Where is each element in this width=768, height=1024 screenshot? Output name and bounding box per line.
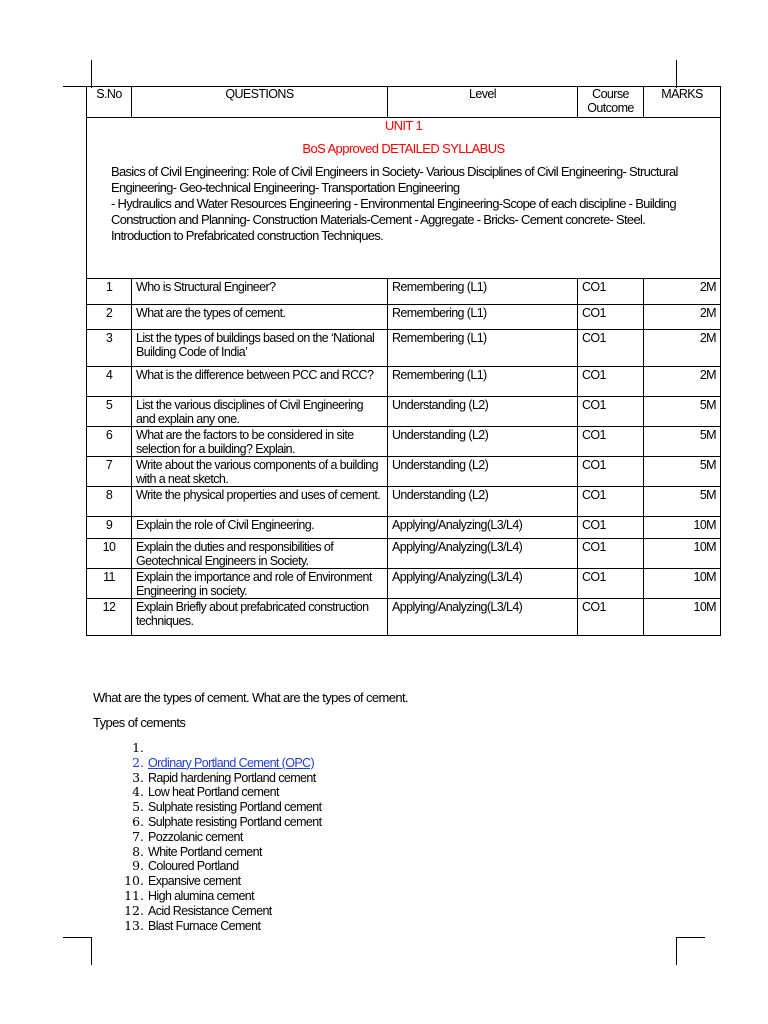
row-level: Applying/Analyzing(L3/L4) (388, 569, 578, 599)
list-item-text: Blast Furnace Cement (148, 918, 261, 933)
list-item (110, 859, 321, 874)
row-course-outcome: CO1 (578, 279, 644, 305)
list-item-number: 1. (132, 740, 144, 755)
row-marks: 2M (644, 279, 721, 305)
list-item (110, 771, 321, 786)
row-sno: 7 (87, 457, 132, 487)
row-sno: 12 (87, 599, 132, 636)
syllabus-paragraph-2: - Hydraulics and Water Resources Engineering - Environmental Engineering-Scope of each discipline - Building Construction and Planning- Construction Materials-Cement - Aggregate - Bricks- Cement concrete- Steel. Introduction to Prefabricated construction Techniques. (111, 196, 676, 243)
header-course-outcome-line1: Course (592, 87, 629, 101)
list-item (110, 785, 321, 800)
row-course-outcome: CO1 (578, 517, 644, 539)
crop-mark-bottom-right-horizontal (677, 937, 705, 938)
list-item-text: Sulphate resisting Portland cement (148, 814, 322, 829)
row-level: Understanding (L2) (388, 397, 578, 427)
cement-types-list (110, 741, 321, 933)
list-item-text: Expansive cement (148, 874, 241, 889)
crop-mark-top-right-vertical (676, 60, 677, 88)
table-row (87, 367, 721, 397)
row-marks: 5M (644, 397, 721, 427)
table-header-row (87, 87, 721, 118)
list-item-number: 7. (132, 828, 144, 844)
list-item (110, 904, 321, 919)
unit-cell (87, 118, 721, 279)
table-row (87, 397, 721, 427)
unit-row (87, 118, 721, 279)
crop-mark-top-left-vertical (91, 60, 92, 88)
list-item-text: Rapid hardening Portland cement (148, 770, 316, 785)
header-marks: MARKS (644, 87, 721, 118)
list-item (110, 830, 321, 845)
table-row (87, 305, 721, 330)
row-sno: 6 (87, 427, 132, 457)
header-questions: QUESTIONS (132, 87, 388, 118)
row-question: What are the types of cement. (132, 305, 388, 330)
list-item-number: 13. (124, 917, 144, 933)
list-item-number: 2. (132, 754, 144, 770)
row-level: Understanding (L2) (388, 427, 578, 457)
row-sno: 3 (87, 330, 132, 367)
syllabus-title: BoS Approved DETAILED SYLLABUS (302, 141, 505, 156)
row-marks: 10M (644, 539, 721, 569)
row-sno: 11 (87, 569, 132, 599)
row-course-outcome: CO1 (578, 397, 644, 427)
syllabus-text (111, 164, 698, 244)
row-level: Understanding (L2) (388, 487, 578, 517)
list-item (110, 845, 321, 860)
table-row (87, 599, 721, 636)
table-row (87, 539, 721, 569)
row-sno: 4 (87, 367, 132, 397)
answer-section (93, 690, 408, 740)
table-row (87, 330, 721, 367)
table-row (87, 279, 721, 305)
list-item-number: 5. (132, 799, 144, 815)
row-course-outcome: CO1 (578, 569, 644, 599)
row-question: What are the factors to be considered in site selection for a building? Explain. (132, 427, 388, 457)
list-item-text: Sulphate resisting Portland cement (148, 800, 322, 815)
answer-question-line: What are the types of cement. What are the types of cement. (93, 690, 409, 705)
row-course-outcome: CO1 (578, 305, 644, 330)
row-marks: 2M (644, 367, 721, 397)
answer-heading: Types of cements (93, 715, 186, 730)
row-question: What is the difference between PCC and RCC? (132, 367, 388, 397)
list-item-number: 8. (132, 843, 144, 859)
row-marks: 10M (644, 517, 721, 539)
row-marks: 10M (644, 569, 721, 599)
list-item (110, 874, 321, 889)
list-item-text: Coloured Portland (148, 859, 239, 874)
row-marks: 2M (644, 330, 721, 367)
row-sno: 10 (87, 539, 132, 569)
row-course-outcome: CO1 (578, 427, 644, 457)
row-question: Write about the various components of a building with a neat sketch. (132, 457, 388, 487)
header-level: Level (388, 87, 578, 118)
list-item (110, 815, 321, 830)
row-question: Explain the role of Civil Engineering. (132, 517, 388, 539)
header-course-outcome-line2: Outcome (587, 101, 634, 115)
row-level: Applying/Analyzing(L3/L4) (388, 599, 578, 636)
row-level: Applying/Analyzing(L3/L4) (388, 539, 578, 569)
row-marks: 5M (644, 427, 721, 457)
row-marks: 5M (644, 487, 721, 517)
list-item (110, 756, 321, 771)
list-item-number: 4. (132, 784, 144, 800)
row-level: Understanding (L2) (388, 457, 578, 487)
row-course-outcome: CO1 (578, 487, 644, 517)
header-sno: S.No (87, 87, 132, 118)
table-row (87, 517, 721, 539)
question-bank-table (86, 86, 721, 636)
row-sno: 1 (87, 279, 132, 305)
unit-title: UNIT 1 (384, 118, 423, 133)
crop-mark-bottom-right-vertical (676, 937, 677, 965)
list-item (110, 889, 321, 904)
row-level: Applying/Analyzing(L3/L4) (388, 517, 578, 539)
row-question: Explain the importance and role of Environment Engineering in society. (132, 569, 388, 599)
row-marks: 5M (644, 457, 721, 487)
table-row (87, 569, 721, 599)
row-question: List the types of buildings based on the ‘National Building Code of India’ (132, 330, 388, 367)
syllabus-paragraph-1: Basics of Civil Engineering: Role of Civil Engineers in Society- Various Disciplines of Civil Engineering- Structural Engineering- Geo-technical Engineering- Transportation Engineering (111, 164, 678, 195)
row-sno: 5 (87, 397, 132, 427)
list-item-number: 9. (132, 858, 144, 874)
row-sno: 2 (87, 305, 132, 330)
list-item (110, 741, 321, 756)
table-row (87, 457, 721, 487)
list-item-number: 3. (132, 769, 144, 785)
row-level: Remembering (L1) (388, 330, 578, 367)
list-item-text: High alumina cement (148, 888, 255, 903)
list-item-number: 12. (124, 902, 144, 918)
row-course-outcome: CO1 (578, 539, 644, 569)
row-sno: 8 (87, 487, 132, 517)
list-item (110, 800, 321, 815)
list-item-text: White Portland cement (148, 844, 262, 859)
crop-mark-bottom-left-vertical (91, 937, 92, 965)
row-sno: 9 (87, 517, 132, 539)
row-marks: 10M (644, 599, 721, 636)
list-item-text: Acid Resistance Cement (148, 903, 272, 918)
table-row (87, 427, 721, 457)
header-course-outcome (578, 87, 644, 118)
row-level: Remembering (L1) (388, 279, 578, 305)
row-question: Explain the duties and responsibilities of Geotechnical Engineers in Society. (132, 539, 388, 569)
list-item-text: Low heat Portland cement (148, 785, 279, 800)
row-level: Remembering (L1) (388, 305, 578, 330)
row-course-outcome: CO1 (578, 330, 644, 367)
list-item-text: Ordinary Portland Cement (OPC) (148, 755, 315, 770)
list-item-number: 11. (124, 887, 144, 903)
list-item-number: 6. (132, 813, 144, 829)
row-course-outcome: CO1 (578, 599, 644, 636)
row-question: Write the physical properties and uses of cement. (132, 487, 388, 517)
row-course-outcome: CO1 (578, 457, 644, 487)
row-level: Remembering (L1) (388, 367, 578, 397)
row-question: Explain Briefly about prefabricated construction techniques. (132, 599, 388, 636)
row-marks: 2M (644, 305, 721, 330)
list-item-text: Pozzolanic cement (148, 829, 243, 844)
list-item-number: 10. (124, 873, 144, 889)
crop-mark-bottom-left-horizontal (63, 937, 91, 938)
row-question: Who is Structural Engineer? (132, 279, 388, 305)
table-row (87, 487, 721, 517)
row-course-outcome: CO1 (578, 367, 644, 397)
row-question: List the various disciplines of Civil Engineering and explain any one. (132, 397, 388, 427)
list-item (110, 919, 321, 934)
